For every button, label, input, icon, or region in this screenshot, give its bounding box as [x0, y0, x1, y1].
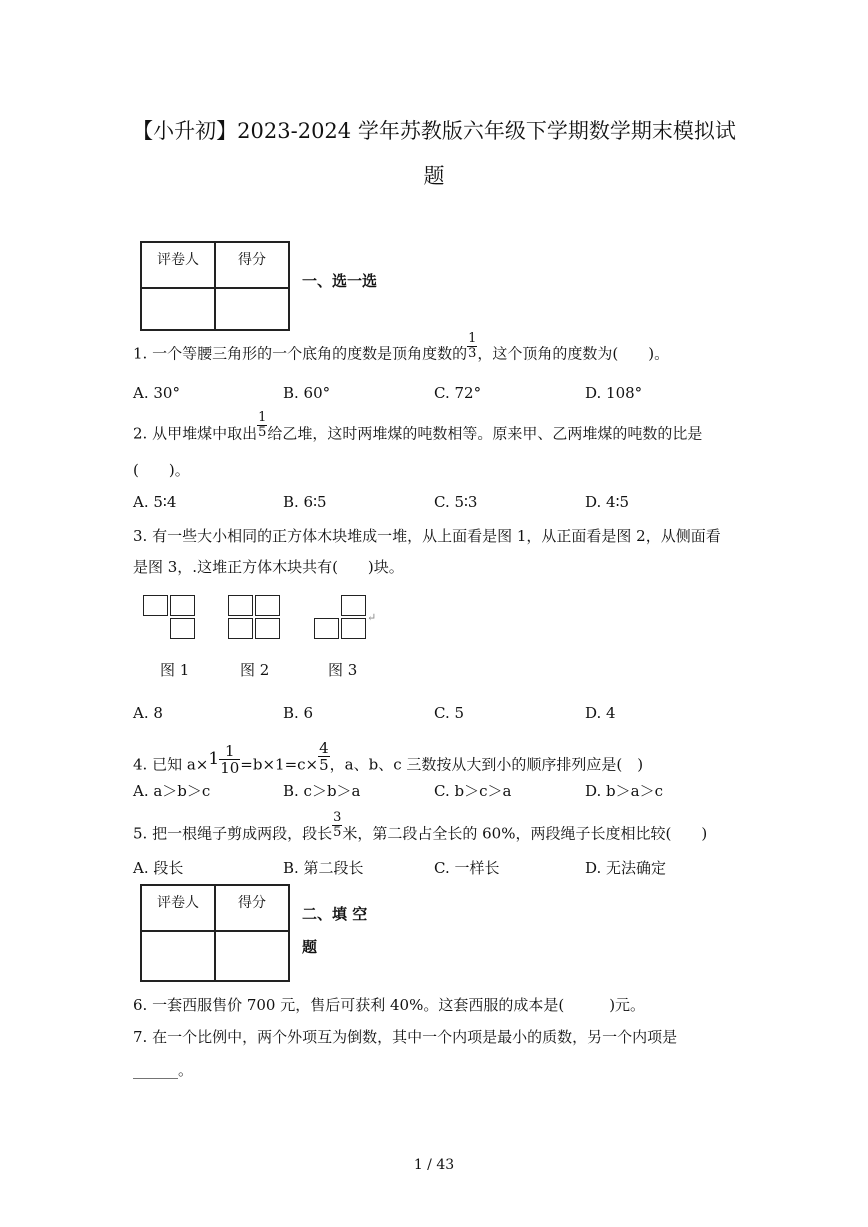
score-table-cell	[215, 931, 289, 981]
question-1	[133, 331, 670, 369]
figure-1-top-view	[143, 595, 199, 641]
question-5-text-end: 米，第二段占全长的 60%，两段绳子长度相比较( )	[342, 824, 708, 843]
question-2	[133, 410, 703, 449]
question-7-line1: 7. 在一个比例中，两个外项互为倒数，其中一个内项是最小的质数，另一个内项是	[133, 1028, 678, 1046]
figure-2-front-view	[228, 595, 284, 641]
question-4-text: 4. 已知 a×	[133, 755, 209, 774]
score-table-1	[140, 241, 290, 331]
option-2c: C. 5∶3	[434, 493, 478, 511]
option-4b: B. c＞b＞a	[283, 782, 361, 800]
score-table-header-grader: 评卷人	[141, 885, 215, 931]
question-3-line1: 3. 有一些大小相同的正方体木块堆成一堆，从上面看是图 1，从正面看是图 2，从侧面看	[133, 527, 721, 545]
fraction: $\frac{1}{3}$	[468, 331, 477, 361]
question-5-text: 5. 把一根绳子剪成两段，段长	[133, 824, 333, 843]
question-2-text-end: 给乙堆，这时两堆煤的吨数相等。原来甲、乙两堆煤的吨数的比是	[267, 424, 703, 443]
score-table-cell	[141, 931, 215, 981]
section-heading-2: 二、填 空	[302, 905, 368, 923]
paragraph-mark-icon: ↵	[367, 611, 377, 624]
figure-3-side-view	[314, 595, 370, 641]
score-table-header-score: 得分	[215, 885, 289, 931]
figure-1-label: 图 1	[160, 661, 190, 679]
fraction: $\frac{4}{5}$	[319, 739, 329, 774]
option-5b: B. 第二段长	[283, 859, 364, 877]
question-1-text: 1. 一个等腰三角形的一个底角的度数是顶角度数的	[133, 344, 468, 363]
option-3c: C. 5	[434, 704, 465, 722]
question-2-line2: ( )。	[133, 461, 190, 479]
option-1a: A. 30°	[133, 384, 180, 402]
option-2a: A. 5∶4	[133, 493, 177, 511]
question-4-text-end: ，a、b、c 三数按从大到小的顺序排列应是( )	[329, 755, 644, 774]
option-4a: A. a＞b＞c	[133, 782, 211, 800]
option-2d: D. 4∶5	[585, 493, 630, 511]
fraction: $\frac{3}{5}$	[333, 810, 342, 840]
option-1c: C. 72°	[434, 384, 482, 402]
option-4c: C. b＞c＞a	[434, 782, 512, 800]
option-5d: D. 无法确定	[585, 859, 667, 877]
question-7-line2: ______。	[133, 1061, 194, 1079]
question-4	[133, 739, 644, 782]
option-1b: B. 60°	[283, 384, 331, 402]
fraction: $\frac{1}{5}$	[258, 410, 267, 440]
option-2b: B. 6∶5	[283, 493, 327, 511]
score-table-cell	[215, 288, 289, 330]
figure-3-label: 图 3	[328, 661, 358, 679]
option-5a: A. 段长	[133, 859, 184, 877]
question-2-text: 2. 从甲堆煤中取出	[133, 424, 258, 443]
question-3-line2: 是图 3，.这堆正方体木块共有( )块。	[133, 558, 404, 576]
question-4-text-mid: =b×1=c×	[240, 755, 319, 774]
score-table-2	[140, 884, 290, 982]
score-table-header-score: 得分	[215, 242, 289, 288]
question-5	[133, 810, 708, 849]
figure-2-label: 图 2	[240, 661, 270, 679]
question-6: 6. 一套西服售价 700 元，售后可获利 40%。这套西服的成本是( )元。	[133, 996, 646, 1014]
section-heading-1: 一、选一选	[302, 272, 378, 290]
option-3d: D. 4	[585, 704, 616, 722]
option-5c: C. 一样长	[434, 859, 500, 877]
section-heading-2-cont: 题	[302, 938, 318, 956]
document-title-line1: 【小升初】2023-2024 学年苏教版六年级下学期数学期末模拟试	[132, 119, 736, 143]
question-1-text-end: ，这个顶角的度数为( )。	[477, 344, 670, 363]
option-3a: A. 8	[133, 704, 163, 722]
score-table-header-grader: 评卷人	[141, 242, 215, 288]
option-1d: D. 108°	[585, 384, 643, 402]
mixed-number-whole: 1	[208, 748, 220, 769]
option-3b: B. 6	[283, 704, 314, 722]
document-title-line2: 题	[423, 164, 445, 188]
score-table-cell	[141, 288, 215, 330]
option-4d: D. b＞a＞c	[585, 782, 663, 800]
fraction: $\frac{1}{10}$	[220, 742, 240, 777]
page-number: 1 / 43	[413, 1157, 455, 1173]
